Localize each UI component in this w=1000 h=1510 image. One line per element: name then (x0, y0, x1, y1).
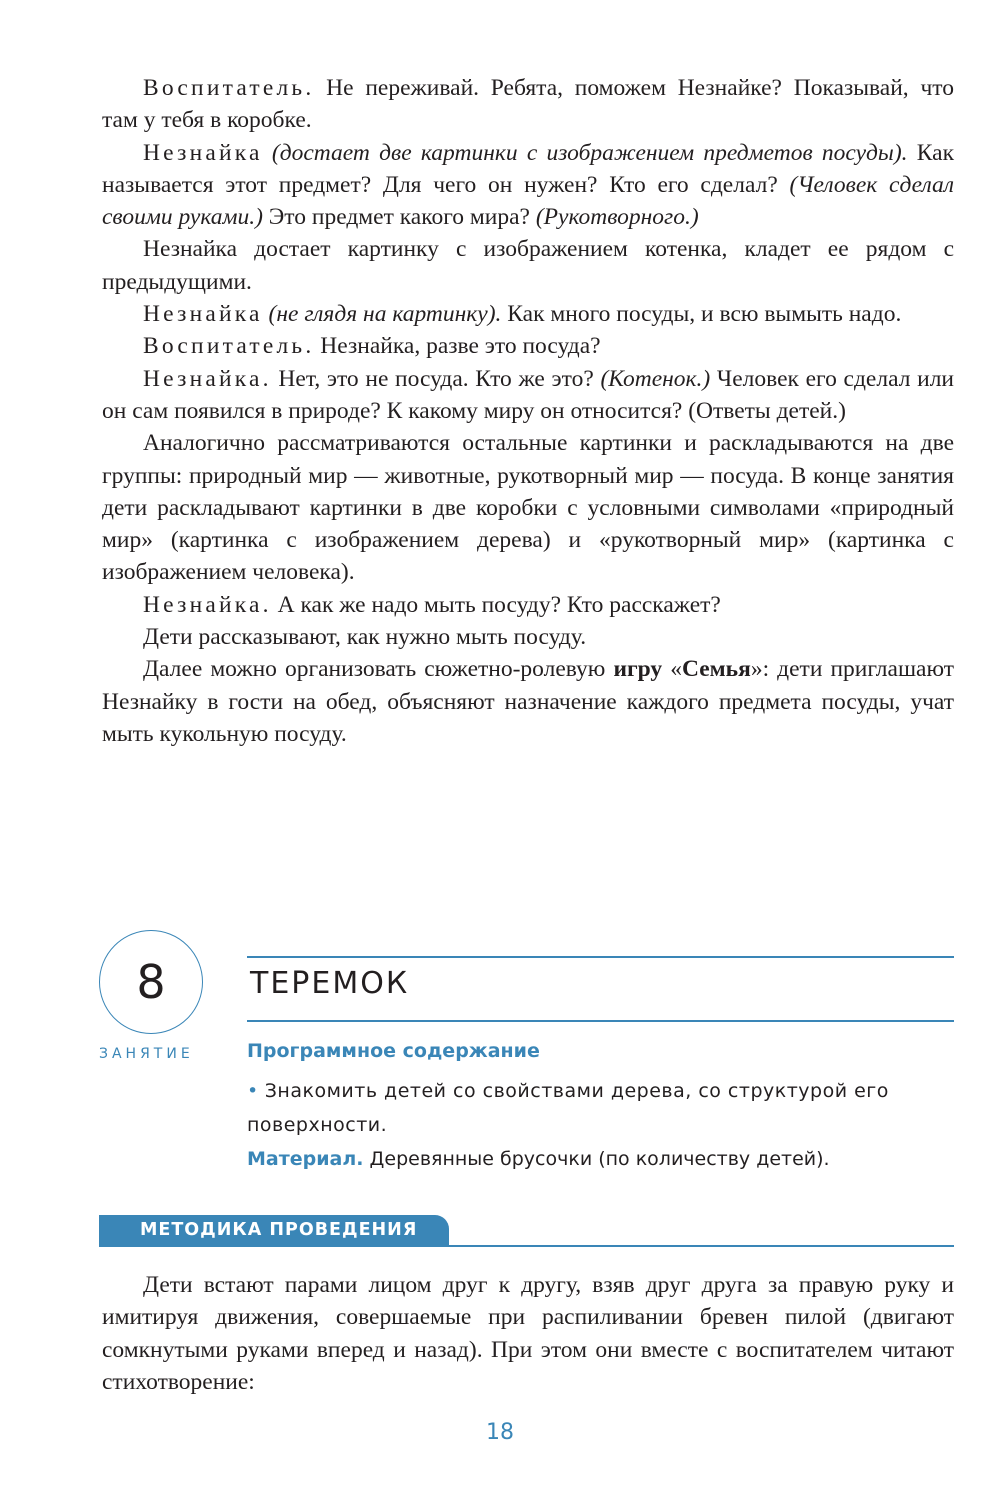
lesson-number: 8 (136, 955, 166, 1009)
paragraph-text: Не переживай. Ребята, поможем Незнайке? Показывай, что там у тебя в коробке. (102, 75, 954, 134)
title-rule-bottom (247, 1020, 954, 1022)
bullet-icon: • (247, 1080, 259, 1102)
paragraph-text: Далее можно организовать сюжетно-ролевую (143, 656, 614, 683)
method-paragraph: Дети встают парами лицом друг к другу, взяв друг друга за правую руку и имитируя движения, совершаемые при распиливании бревен пилой (двигают сомкнутыми руками вперед и назад). При этом они вместе с воспитателем читают стихотворение: (102, 1272, 954, 1395)
paragraph-text: « (662, 656, 682, 683)
title-rule-top (247, 956, 954, 958)
paragraph-text: А как же надо мыть посуду? Кто расскажет? (271, 591, 721, 618)
main-text (102, 72, 954, 750)
program-item-text: Знакомить детей со свойствами дерева, со структурой его поверхности. (247, 1080, 889, 1136)
answer-italic: (Котенок.) (600, 365, 711, 392)
paragraph-5 (102, 330, 954, 362)
paragraph-10 (102, 653, 954, 750)
paragraph-text: Незнайка, разве это посуда? (314, 333, 601, 360)
speaker-name: Незнайка. (143, 591, 272, 618)
speaker-name: Незнайка. (143, 365, 272, 392)
paragraph-text: »: дети приглашают Незнайку в гости на обед, объясняют назначение каждого предмета посуды, учат мыть кукольную посуду. (102, 656, 955, 747)
speaker-name: Незнайка (143, 301, 263, 328)
material-text: Деревянные брусочки (по количеству детей). (363, 1148, 830, 1170)
program-item (247, 1074, 954, 1142)
paragraph-3 (102, 233, 954, 298)
stage-direction: (достает две картинки с изображением предметов посуды). (262, 139, 908, 166)
paragraph-text: Дети рассказывают, как нужно мыть посуду. (143, 624, 587, 651)
paragraph-text: Как много посуды, и всю вымыть надо. (501, 301, 902, 328)
material-line (247, 1148, 954, 1170)
paragraph-1 (102, 72, 954, 137)
method-text (102, 1269, 954, 1398)
answer-italic: (Человек сделал своими руками.) (102, 171, 954, 231)
program-heading: Программное содержание (247, 1040, 540, 1062)
speaker-name: Воспитатель. (143, 333, 315, 360)
paragraph-4 (102, 298, 954, 330)
paragraph-text: Аналогично рассматриваются остальные картинки и раскладываются на две группы: природный мир — животные, рукотворный мир — посуда. В конце занятия дети раскладывают картинки в две коробки с условными символами «природный мир» (картинка с изображением дерева) и «рукотворный мир» (картинка с изображением человека). (102, 430, 954, 586)
speaker-name: Незнайка (143, 139, 263, 166)
lesson-number-badge (99, 930, 203, 1034)
stage-direction: (не глядя на картинку). (262, 301, 502, 328)
lesson-label: ЗАНЯТИЕ (99, 1046, 194, 1062)
speaker-name: Воспитатель. (143, 75, 315, 101)
paragraph-9 (102, 621, 954, 653)
paragraph-7 (102, 427, 954, 588)
method-rule (99, 1245, 954, 1247)
paragraph-text: Незнайка достает картинку с изображением котенка, кладет ее рядом с предыдущими. (102, 236, 954, 295)
paragraph-text: Это предмет какого мира? (262, 204, 536, 231)
bold-term: Семья (681, 656, 751, 683)
paragraph-text: Человек его сделал или он сам появился в природе? К какому миру он относится? (Ответы детей.) (102, 365, 955, 424)
lesson-title: ТЕРЕМОК (250, 966, 410, 1001)
paragraph-2 (102, 137, 954, 234)
page-number: 18 (486, 1420, 514, 1445)
paragraph-8 (102, 589, 954, 621)
bold-term: игру (613, 656, 663, 683)
method-heading: МЕТОДИКА ПРОВЕДЕНИЯ (140, 1220, 418, 1240)
paragraph-text: Нет, это не посуда. Кто же это? (271, 365, 601, 392)
answer-italic: (Рукотворного.) (535, 204, 699, 231)
paragraph-6 (102, 363, 954, 428)
paragraph-text: Как называется этот предмет? Для чего он нужен? Кто его сделал? (102, 139, 955, 198)
material-label: Материал. (247, 1148, 364, 1170)
